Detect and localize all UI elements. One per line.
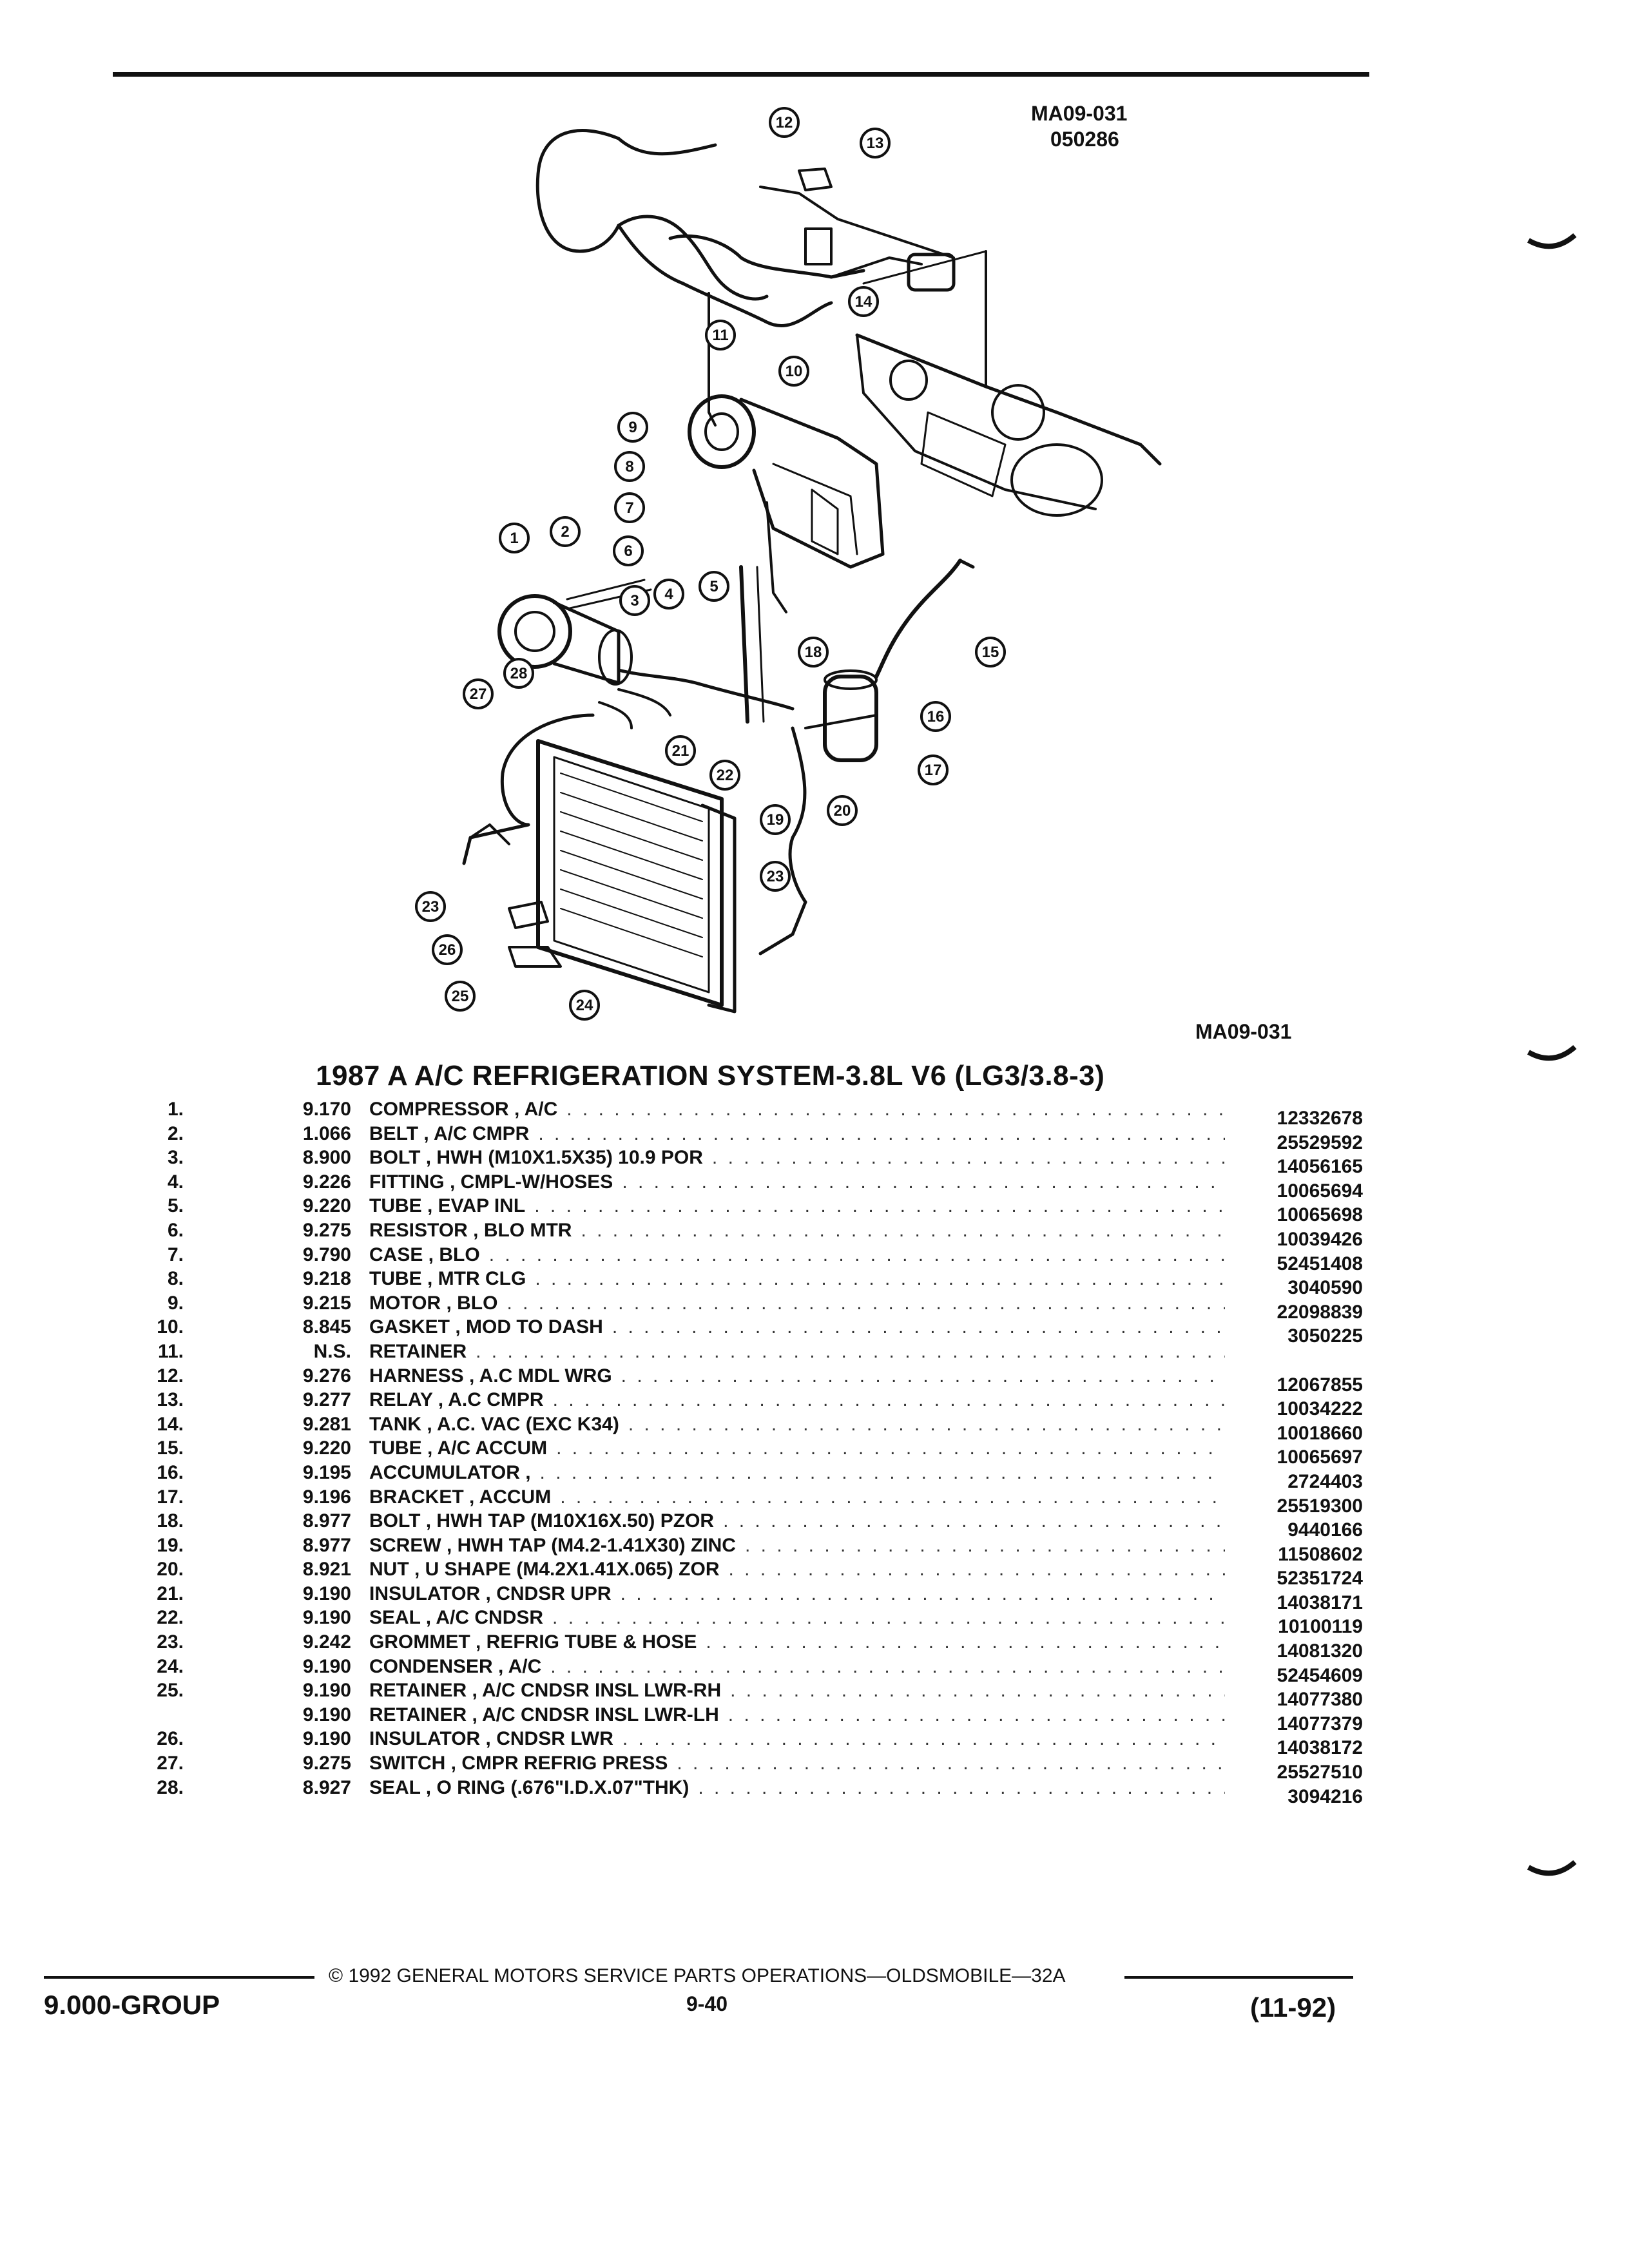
part-index: 9. xyxy=(167,1292,184,1314)
part-number: 25527510 xyxy=(1277,1762,1363,1783)
part-index: 11. xyxy=(157,1340,184,1362)
footer-copyright: © 1992 GENERAL MOTORS SERVICE PARTS OPERATIONS—OLDSMOBILE—32A xyxy=(329,1965,1066,1986)
part-number: 3040590 xyxy=(1287,1277,1363,1299)
part-number: 11508602 xyxy=(1278,1543,1363,1565)
part-index: 28. xyxy=(157,1776,184,1798)
part-description: MOTOR , BLO xyxy=(369,1292,498,1314)
group-number: 9.190 xyxy=(302,1655,351,1677)
callout-number: 20 xyxy=(833,802,851,820)
part-index: 2. xyxy=(167,1122,184,1144)
part-description: RELAY , A.C CMPR xyxy=(369,1389,544,1411)
part-description: RETAINER xyxy=(369,1340,467,1362)
leader-dots xyxy=(534,1195,1225,1217)
binder-mark xyxy=(1527,1856,1579,1888)
part-number: 14077379 xyxy=(1277,1713,1363,1735)
parts-row xyxy=(129,1195,1363,1226)
part-index: 15. xyxy=(157,1437,184,1459)
part-number: 10065694 xyxy=(1277,1180,1363,1202)
group-number: 9.277 xyxy=(302,1389,351,1411)
callout-number: 13 xyxy=(866,135,884,152)
callout-number: 16 xyxy=(927,708,945,726)
part-description: SEAL , A/C CNDSR xyxy=(369,1607,544,1629)
page-title: 1987 A A/C REFRIGERATION SYSTEM-3.8L V6 (LG3/3.8-3) xyxy=(316,1060,1105,1091)
part-index: 20. xyxy=(157,1559,184,1581)
parts-row xyxy=(129,1655,1363,1686)
figure-code-bottom: MA09-031 xyxy=(1195,1020,1292,1043)
callout-number: 14 xyxy=(854,293,872,311)
part-description: TANK , A.C. VAC (EXC K34) xyxy=(369,1413,619,1435)
parts-row xyxy=(129,1316,1363,1347)
part-description: BOLT , HWH (M10X1.5X35) 10.9 POR xyxy=(369,1147,703,1169)
part-number: 14038172 xyxy=(1277,1737,1363,1759)
part-description: BRACKET , ACCUM xyxy=(369,1486,552,1508)
part-index: 24. xyxy=(157,1655,184,1677)
leader-dots xyxy=(538,1123,1225,1145)
leader-dots xyxy=(489,1244,1225,1266)
part-number: 10065697 xyxy=(1277,1446,1363,1468)
leader-dots xyxy=(729,1559,1226,1581)
parts-row xyxy=(129,1413,1363,1444)
callout-number: 23 xyxy=(421,898,439,916)
leader-dots xyxy=(677,1753,1225,1774)
leader-dots xyxy=(476,1341,1225,1363)
part-number: 25519300 xyxy=(1277,1495,1363,1517)
part-number: 10039426 xyxy=(1277,1228,1363,1250)
part-index: 13. xyxy=(157,1389,184,1411)
callout-number: 27 xyxy=(469,686,487,703)
part-number: 2724403 xyxy=(1287,1470,1363,1492)
part-number: 52454609 xyxy=(1277,1664,1363,1686)
group-number: 8.900 xyxy=(302,1147,351,1169)
parts-row xyxy=(129,1219,1363,1250)
part-index: 10. xyxy=(157,1316,184,1338)
parts-row xyxy=(129,1753,1363,1783)
part-description: CASE , BLO xyxy=(369,1244,480,1265)
leader-dots xyxy=(622,1171,1225,1193)
callout-number: 2 xyxy=(561,523,570,541)
part-number: 9440166 xyxy=(1287,1519,1363,1541)
figure-date-code: 050286 xyxy=(1050,128,1119,151)
callout-number: 12 xyxy=(775,114,793,131)
parts-row xyxy=(129,1534,1363,1565)
group-number: 9.281 xyxy=(302,1413,351,1435)
parts-row xyxy=(129,1268,1363,1299)
parts-row xyxy=(129,1776,1363,1807)
parts-list xyxy=(129,1099,1363,1807)
group-number: 8.845 xyxy=(302,1316,351,1338)
group-number: 9.170 xyxy=(302,1099,351,1120)
leader-dots xyxy=(622,1728,1225,1750)
parts-row xyxy=(129,1099,1363,1129)
footer-page-number: 9-40 xyxy=(686,1992,728,2015)
callout-number: 26 xyxy=(438,941,456,959)
leader-dots xyxy=(730,1680,1225,1702)
part-index: 17. xyxy=(157,1486,184,1508)
parts-row xyxy=(129,1704,1363,1735)
part-index: 3. xyxy=(167,1147,184,1169)
part-description: SEAL , O RING (.676"I.D.X.07"THK) xyxy=(369,1776,689,1798)
group-number: 9.190 xyxy=(302,1680,351,1702)
callout-number: 8 xyxy=(625,458,634,476)
group-number: 9.190 xyxy=(302,1728,351,1750)
group-number: 9.196 xyxy=(302,1486,351,1508)
part-index: 16. xyxy=(157,1461,184,1483)
group-number: 9.276 xyxy=(302,1365,351,1387)
part-index: 4. xyxy=(167,1171,184,1193)
parts-row xyxy=(129,1461,1363,1492)
callout-number: 4 xyxy=(664,586,673,603)
parts-row xyxy=(129,1147,1363,1178)
part-description: TUBE , A/C ACCUM xyxy=(369,1437,548,1459)
group-number: 9.220 xyxy=(302,1437,351,1459)
group-number: 8.977 xyxy=(302,1534,351,1556)
group-number: 9.190 xyxy=(302,1607,351,1629)
group-number: 9.275 xyxy=(302,1219,351,1241)
figure-code-top: MA09-031 xyxy=(1031,102,1128,125)
part-description: COMPRESSOR , A/C xyxy=(369,1099,558,1120)
parts-row xyxy=(129,1680,1363,1711)
parts-row xyxy=(129,1389,1363,1420)
callout-number: 17 xyxy=(924,762,942,779)
group-number: 9.242 xyxy=(302,1631,351,1653)
part-description: RESISTOR , BLO MTR xyxy=(369,1219,572,1241)
callout-number: 18 xyxy=(804,644,822,661)
leader-dots xyxy=(728,1704,1225,1726)
parts-row xyxy=(129,1365,1363,1396)
part-number: 10018660 xyxy=(1277,1422,1363,1444)
part-description: HARNESS , A.C MDL WRG xyxy=(369,1365,612,1387)
group-number: 9.220 xyxy=(302,1195,351,1217)
group-number: N.S. xyxy=(313,1340,351,1362)
callout-number: 7 xyxy=(625,499,634,517)
part-description: RETAINER , A/C CNDSR INSL LWR-LH xyxy=(369,1704,719,1725)
leader-dots xyxy=(540,1462,1225,1484)
callout-number: 15 xyxy=(981,644,999,661)
part-index: 26. xyxy=(157,1728,184,1750)
top-rule xyxy=(113,72,1369,77)
group-number: 9.190 xyxy=(302,1582,351,1604)
part-index: 21. xyxy=(157,1582,184,1604)
part-number: 25529592 xyxy=(1277,1131,1363,1153)
part-number: 14081320 xyxy=(1277,1640,1363,1662)
part-description: RETAINER , A/C CNDSR INSL LWR-RH xyxy=(369,1680,722,1702)
part-number: 3050225 xyxy=(1287,1325,1363,1347)
part-index: 25. xyxy=(157,1680,184,1702)
leader-dots xyxy=(553,1389,1225,1411)
part-index: 8. xyxy=(167,1268,184,1290)
ac-system-exploded-diagram xyxy=(374,97,1276,1037)
part-number: 14056165 xyxy=(1277,1156,1363,1178)
leader-dots xyxy=(698,1777,1225,1799)
part-index: 5. xyxy=(167,1195,184,1217)
callout-number: 22 xyxy=(716,767,734,784)
group-number: 9.190 xyxy=(302,1704,351,1725)
callout-number: 19 xyxy=(766,811,784,829)
parts-row xyxy=(129,1292,1363,1323)
group-number: 9.195 xyxy=(302,1461,351,1483)
part-description: SWITCH , CMPR REFRIG PRESS xyxy=(369,1753,668,1774)
parts-row xyxy=(129,1631,1363,1662)
leader-dots xyxy=(706,1631,1225,1653)
part-description: BOLT , HWH TAP (M10X16X.50) PZOR xyxy=(369,1510,715,1532)
group-number: 8.927 xyxy=(302,1776,351,1798)
leader-dots xyxy=(612,1316,1225,1338)
part-description: CONDENSER , A/C xyxy=(369,1655,542,1677)
part-index: 1. xyxy=(167,1099,184,1120)
part-description: INSULATOR , CNDSR LWR xyxy=(369,1728,613,1750)
part-description: TUBE , EVAP INL xyxy=(369,1195,526,1217)
leader-dots xyxy=(566,1099,1225,1120)
part-index: 6. xyxy=(167,1219,184,1241)
footer-date: (11-92) xyxy=(1250,1992,1336,2023)
part-description: GASKET , MOD TO DASH xyxy=(369,1316,603,1338)
callout-number: 21 xyxy=(671,742,689,760)
group-number: 9.790 xyxy=(302,1244,351,1265)
footer-rule-right xyxy=(1124,1976,1353,1979)
part-number: 10065698 xyxy=(1277,1204,1363,1226)
parts-row xyxy=(129,1341,1363,1365)
parts-row xyxy=(129,1510,1363,1541)
part-number: 52351724 xyxy=(1277,1568,1363,1590)
binder-mark xyxy=(1527,1041,1579,1073)
leader-dots xyxy=(581,1220,1225,1242)
part-index: 12. xyxy=(157,1365,184,1387)
leader-dots xyxy=(556,1437,1225,1459)
callout-number: 11 xyxy=(712,327,729,344)
leader-dots xyxy=(621,1365,1225,1387)
group-number: 8.977 xyxy=(302,1510,351,1532)
parts-row xyxy=(129,1559,1363,1590)
part-description: ACCUMULATOR , xyxy=(369,1461,531,1483)
callout-number: 9 xyxy=(628,419,637,436)
callout-number: 10 xyxy=(785,363,803,380)
callout-number: 25 xyxy=(451,988,469,1005)
part-index: 7. xyxy=(167,1244,184,1265)
leader-dots xyxy=(535,1268,1225,1290)
callout-number: 5 xyxy=(709,578,718,595)
leader-dots xyxy=(550,1656,1225,1678)
leader-dots xyxy=(621,1583,1225,1605)
group-number: 9.275 xyxy=(302,1753,351,1774)
part-number: 12332678 xyxy=(1277,1108,1363,1129)
part-description: SCREW , HWH TAP (M4.2-1.41X30) ZINC xyxy=(369,1534,736,1556)
parts-row xyxy=(129,1437,1363,1468)
part-index: 23. xyxy=(157,1631,184,1653)
leader-dots xyxy=(745,1535,1225,1557)
part-number: 14077380 xyxy=(1277,1689,1363,1711)
leader-dots xyxy=(628,1414,1225,1436)
part-number: 12067855 xyxy=(1277,1374,1363,1396)
leader-dots xyxy=(723,1510,1225,1532)
group-number: 9.218 xyxy=(302,1268,351,1290)
part-description: NUT , U SHAPE (M4.2X1.41X.065) ZOR xyxy=(369,1559,720,1581)
group-number: 9.215 xyxy=(302,1292,351,1314)
part-description: INSULATOR , CNDSR UPR xyxy=(369,1582,612,1604)
part-index: 14. xyxy=(157,1413,184,1435)
part-index: 27. xyxy=(157,1753,184,1774)
parts-row xyxy=(129,1486,1363,1517)
group-number: 1.066 xyxy=(302,1122,351,1144)
parts-row xyxy=(129,1244,1363,1274)
part-number: 52451408 xyxy=(1277,1253,1363,1274)
part-description: TUBE , MTR CLG xyxy=(369,1268,526,1290)
part-number: 10100119 xyxy=(1278,1616,1363,1638)
callout-number: 24 xyxy=(575,997,593,1014)
parts-row xyxy=(129,1582,1363,1613)
callout-number: 1 xyxy=(510,530,519,547)
footer-group: 9.000-GROUP xyxy=(44,1990,220,2020)
part-index: 19. xyxy=(157,1534,184,1556)
footer-rule-left xyxy=(44,1976,314,1979)
part-description: FITTING , CMPL-W/HOSES xyxy=(369,1171,613,1193)
part-index: 22. xyxy=(157,1607,184,1629)
callout-number: 3 xyxy=(630,592,639,610)
parts-row xyxy=(129,1171,1363,1202)
part-description: BELT , A/C CMPR xyxy=(369,1122,530,1144)
parts-row xyxy=(129,1607,1363,1638)
callout-number: 6 xyxy=(624,543,633,560)
part-number: 14038171 xyxy=(1277,1591,1363,1613)
callout-number: 23 xyxy=(766,868,784,885)
part-description: GROMMET , REFRIG TUBE & HOSE xyxy=(369,1631,697,1653)
parts-row xyxy=(129,1122,1363,1153)
binder-mark xyxy=(1527,229,1579,261)
part-number: 3094216 xyxy=(1287,1785,1363,1807)
part-number: 22098839 xyxy=(1277,1301,1363,1323)
leader-dots xyxy=(506,1293,1225,1314)
callout-number: 28 xyxy=(510,665,528,682)
leader-dots xyxy=(560,1486,1225,1508)
part-number: 10034222 xyxy=(1277,1398,1363,1420)
parts-row xyxy=(129,1728,1363,1759)
part-index: 18. xyxy=(157,1510,184,1532)
leader-dots xyxy=(712,1147,1225,1169)
group-number: 9.226 xyxy=(302,1171,351,1193)
group-number: 8.921 xyxy=(302,1559,351,1581)
leader-dots xyxy=(552,1607,1225,1629)
